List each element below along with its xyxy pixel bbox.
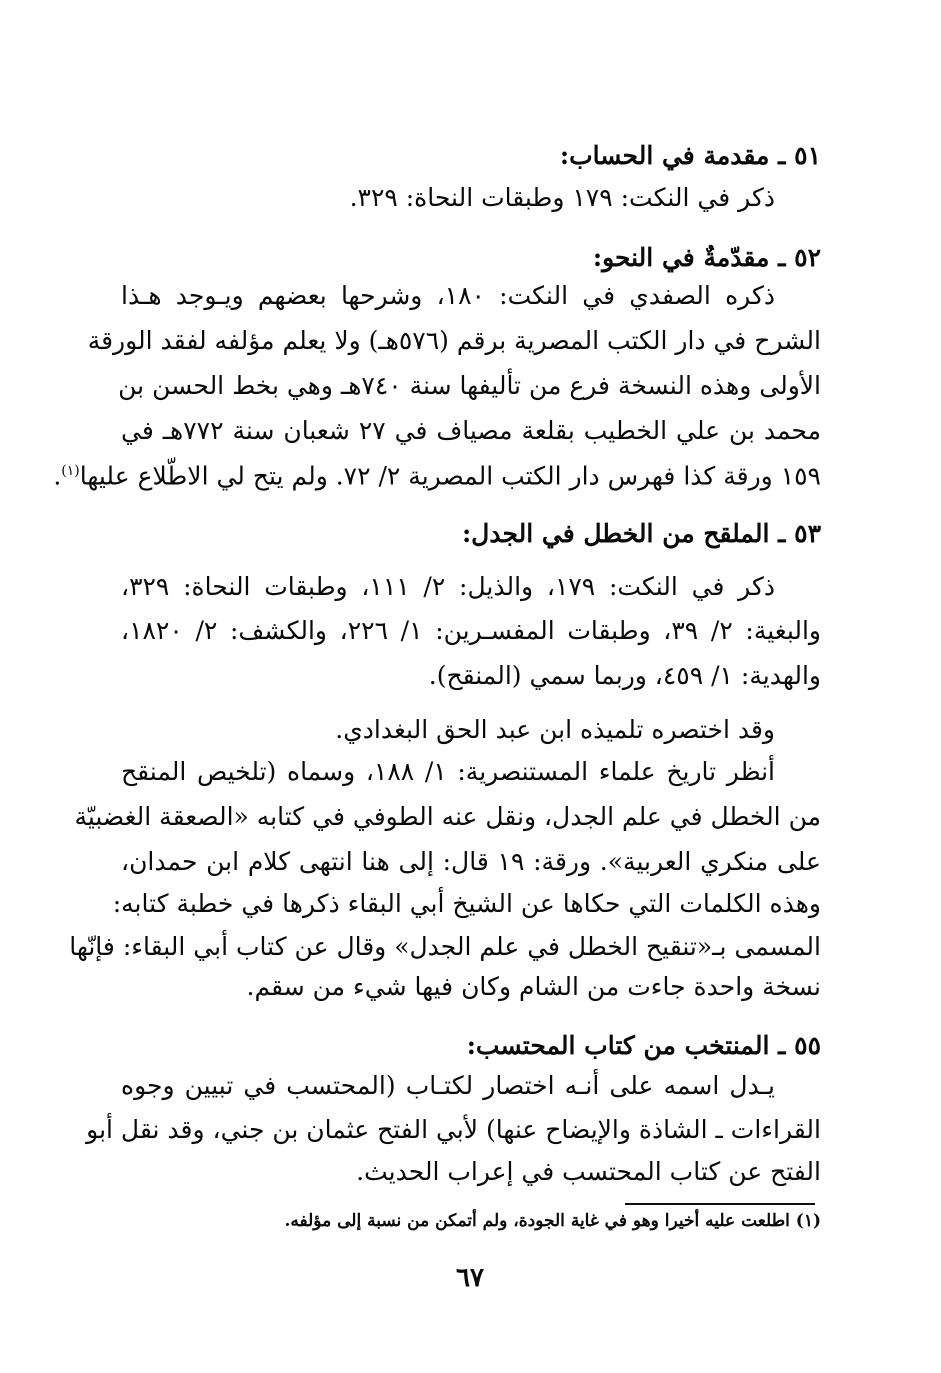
section-52-heading: ٥٢ ـ مقدّمةٌ في النحو: [592, 243, 821, 272]
section-53-para3-line-5: المسمى بـ«تنقيح الخطل في علم الجدل» وقال عن كتاب أبي البقاء: فإنّها [69, 932, 821, 961]
section-55-line-3: الفتح عن كتاب المحتسب في إعراب الحديث. [356, 1157, 821, 1186]
section-55-line-2: القراءات ـ الشاذة والإيضاح عنها) لأبي الفتح عثمان بن جني، وقد نقل أبو [86, 1115, 821, 1144]
section-52-line-4: محمد بن علي الخطيب بقلعة مصياف في ٢٧ شعبان سنة ٧٧٢هـ في [121, 416, 821, 445]
section-53-heading: ٥٣ ـ الملقح من الخطل في الجدل: [461, 519, 821, 548]
section-53-para3-line-6: نسخة واحدة جاءت من الشام وكان فيها شيء من سقم. [246, 972, 821, 1001]
section-51-line-1: ذكر في النكت: ١٧٩ وطبقات النحاة: ٣٢٩. [349, 183, 775, 212]
section-52-line-5-period: . [53, 461, 62, 491]
section-52-line-5-text: ١٥٩ ورقة كذا فهرس دار الكتب المصرية ٢/ ٧٢. ولم يتح لي الاطّلاع عليها [79, 461, 821, 491]
section-53-para3-line-3: على منكري العربية». ورقة: ١٩ قال: إلى هنا انتهى كلام ابن حمدان، [121, 847, 821, 876]
footnote: (١) اطلعت عليه أخيرا وهو في غاية الجودة، ولم أتمكن من نسبة إلى مؤلفه. [284, 1211, 821, 1231]
footnote-marker: (١) [61, 463, 80, 479]
section-52-line-1: ذكره الصفدي في النكت: ١٨٠، وشرحها بعضهم ويـوجد هـذا [121, 281, 775, 310]
section-53-line-2: والبغية: ٢/ ٣٩، وطبقات المفسـرين: ١/ ٢٢٦، والكشف: ٢/ ١٨٢٠، [121, 616, 822, 645]
section-53-line-1: ذكر في النكت: ١٧٩، والذيل: ٢/ ١١١، وطبقات النحاة: ٣٢٩، [121, 572, 775, 601]
section-52-line-5 [53, 449, 821, 498]
section-52-line-3: الأولى وهذه النسخة فرع من تأليفها سنة ٧٤٠هـ وهي بخط الحسن بن [118, 371, 821, 400]
section-53-line-3: والهدية: ١/ ٤٥٩، وربما سمي (المنقح). [428, 661, 821, 690]
section-53-para3-line-4: وهذه الكلمات التي حكاها عن الشيخ أبي البقاء ذكرها في خطبة كتابه: [112, 889, 821, 918]
section-53-para2-line-1: وقد اختصره تلميذه ابن عبد الحق البغدادي. [335, 715, 775, 744]
section-52-line-2: الشرح في دار الكتب المصرية برقم (٥٧٦هـ) ولا يعلم مؤلفه لفقد الورقة [87, 326, 821, 355]
page-number: ٦٧ [456, 1263, 484, 1293]
section-53-para3-line-2: من الخطل في علم الجدل، ونقل عنه الطوفي في كتابه «الصعقة الغضبيّة [74, 802, 821, 831]
section-51-heading: ٥١ ـ مقدمة في الحساب: [559, 141, 821, 170]
section-55-line-1: يـدل اسمه على أنـه اختصار لكتـاب (المحتسب في تبيين وجوه [121, 1071, 775, 1100]
section-53-para3-line-1: أنظر تاريخ علماء المستنصرية: ١/ ١٨٨، وسماه (تلخيص المنقح [121, 757, 775, 786]
section-55-heading: ٥٥ ـ المنتخب من كتاب المحتسب: [466, 1031, 821, 1060]
